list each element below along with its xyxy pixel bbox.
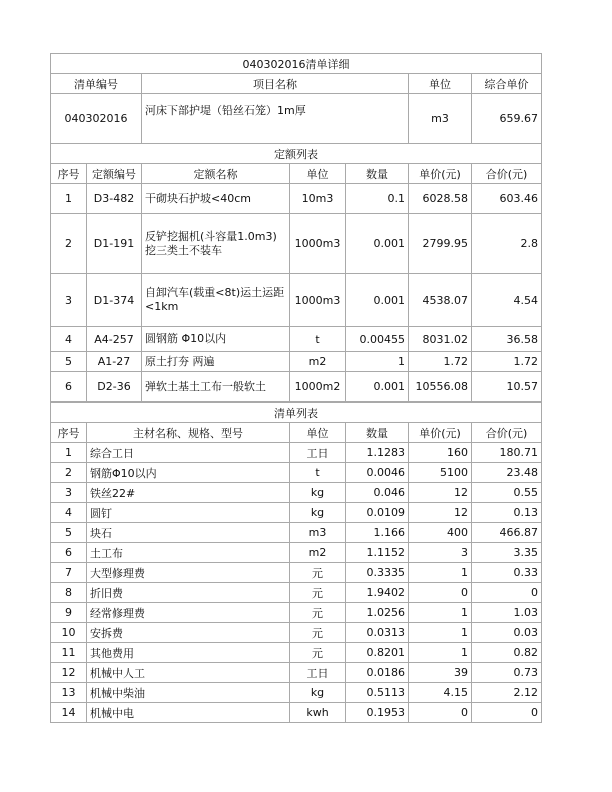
bill-col-no: 序号 bbox=[51, 423, 87, 443]
bill-name: 安拆费 bbox=[87, 623, 290, 643]
bill-row bbox=[51, 443, 542, 463]
bill-price: 1 bbox=[409, 603, 472, 623]
bill-qty: 0.046 bbox=[346, 483, 409, 503]
quota-row bbox=[51, 352, 542, 372]
bill-no: 10 bbox=[51, 623, 87, 643]
quota-unit: 1000m3 bbox=[290, 214, 346, 274]
bill-no: 12 bbox=[51, 663, 87, 683]
bill-no: 1 bbox=[51, 443, 87, 463]
bill-total: 180.71 bbox=[472, 443, 542, 463]
bill-no: 2 bbox=[51, 463, 87, 483]
quota-no: 3 bbox=[51, 274, 87, 327]
bill-name: 机械中电 bbox=[87, 703, 290, 723]
quota-section-title: 定额列表 bbox=[51, 144, 542, 164]
quota-col-code: 定额编号 bbox=[87, 164, 142, 184]
bill-total: 466.87 bbox=[472, 523, 542, 543]
quota-name: 圆钢筋 Φ10以内 bbox=[142, 327, 290, 352]
bill-price: 400 bbox=[409, 523, 472, 543]
bill-price: 0 bbox=[409, 703, 472, 723]
bill-col-unit: 单位 bbox=[290, 423, 346, 443]
bill-no: 14 bbox=[51, 703, 87, 723]
quota-code: D1-191 bbox=[87, 214, 142, 274]
header-label-unit: 单位 bbox=[409, 74, 472, 94]
bill-no: 4 bbox=[51, 503, 87, 523]
bill-name: 大型修理费 bbox=[87, 563, 290, 583]
bill-row bbox=[51, 623, 542, 643]
bill-name: 经常修理费 bbox=[87, 603, 290, 623]
quota-row bbox=[51, 214, 542, 274]
bill-unit: m3 bbox=[290, 523, 346, 543]
quota-total: 603.46 bbox=[472, 184, 542, 214]
quota-price: 4538.07 bbox=[409, 274, 472, 327]
quota-total: 36.58 bbox=[472, 327, 542, 352]
bill-qty: 0.0046 bbox=[346, 463, 409, 483]
quota-code: D1-374 bbox=[87, 274, 142, 327]
bill-unit: kg bbox=[290, 483, 346, 503]
bill-row bbox=[51, 523, 542, 543]
quota-unit: 1000m3 bbox=[290, 274, 346, 327]
bill-row bbox=[51, 483, 542, 503]
bill-total: 0.82 bbox=[472, 643, 542, 663]
bill-unit: m3 bbox=[409, 94, 472, 144]
material-list-table bbox=[50, 402, 542, 723]
quota-name: 弹软土基土工布一般软土 bbox=[142, 372, 290, 402]
quota-name: 原土打夯 两遍 bbox=[142, 352, 290, 372]
bill-row bbox=[51, 503, 542, 523]
quota-unit: 1000m2 bbox=[290, 372, 346, 402]
bill-unit: kg bbox=[290, 503, 346, 523]
quota-no: 1 bbox=[51, 184, 87, 214]
bill-price: 1 bbox=[409, 563, 472, 583]
bill-row bbox=[51, 683, 542, 703]
bill-row bbox=[51, 543, 542, 563]
quota-name: 反铲挖掘机(斗容量1.0m3) 挖三类土不装车 bbox=[142, 214, 290, 274]
bill-total: 0 bbox=[472, 703, 542, 723]
quota-col-price: 单价(元) bbox=[409, 164, 472, 184]
quota-unit: m2 bbox=[290, 352, 346, 372]
bill-price: 4.15 bbox=[409, 683, 472, 703]
quota-price: 10556.08 bbox=[409, 372, 472, 402]
bill-qty: 0.0109 bbox=[346, 503, 409, 523]
bill-qty: 1.1283 bbox=[346, 443, 409, 463]
quota-qty: 0.001 bbox=[346, 274, 409, 327]
quota-col-total: 合价(元) bbox=[472, 164, 542, 184]
bill-row bbox=[51, 703, 542, 723]
bill-no: 7 bbox=[51, 563, 87, 583]
header-label-name: 项目名称 bbox=[142, 74, 409, 94]
bill-name: 机械中柴油 bbox=[87, 683, 290, 703]
quota-qty: 0.00455 bbox=[346, 327, 409, 352]
quota-row bbox=[51, 184, 542, 214]
bill-row bbox=[51, 643, 542, 663]
bill-total: 3.35 bbox=[472, 543, 542, 563]
quota-qty: 0.1 bbox=[346, 184, 409, 214]
quota-header-row bbox=[51, 164, 542, 184]
bill-qty: 0.5113 bbox=[346, 683, 409, 703]
bill-total: 0.13 bbox=[472, 503, 542, 523]
bill-total: 0 bbox=[472, 583, 542, 603]
bill-row bbox=[51, 603, 542, 623]
header-label-code: 清单编号 bbox=[51, 74, 142, 94]
quota-row bbox=[51, 274, 542, 327]
bill-item-name: 河床下部护堤（铅丝石笼）1m厚 bbox=[142, 94, 409, 144]
quota-qty: 0.001 bbox=[346, 214, 409, 274]
quota-total: 2.8 bbox=[472, 214, 542, 274]
quota-price: 1.72 bbox=[409, 352, 472, 372]
bill-name: 土工布 bbox=[87, 543, 290, 563]
quota-row bbox=[51, 327, 542, 352]
bill-name: 机械中人工 bbox=[87, 663, 290, 683]
bill-row bbox=[51, 663, 542, 683]
bill-no: 11 bbox=[51, 643, 87, 663]
bill-unit: 元 bbox=[290, 583, 346, 603]
quota-code: D3-482 bbox=[87, 184, 142, 214]
bill-name: 铁丝22# bbox=[87, 483, 290, 503]
quota-unit: 10m3 bbox=[290, 184, 346, 214]
bill-unit: 工日 bbox=[290, 663, 346, 683]
bill-qty: 0.1953 bbox=[346, 703, 409, 723]
bill-qty: 0.3335 bbox=[346, 563, 409, 583]
bill-row bbox=[51, 563, 542, 583]
quota-code: A1-27 bbox=[87, 352, 142, 372]
bill-code: 040302016 bbox=[51, 94, 142, 144]
bill-qty: 0.8201 bbox=[346, 643, 409, 663]
bill-detail-table bbox=[50, 53, 542, 402]
bill-no: 13 bbox=[51, 683, 87, 703]
bill-name: 综合工日 bbox=[87, 443, 290, 463]
quota-total: 10.57 bbox=[472, 372, 542, 402]
quota-no: 4 bbox=[51, 327, 87, 352]
bill-row bbox=[51, 583, 542, 603]
quota-col-qty: 数量 bbox=[346, 164, 409, 184]
bill-qty: 1.166 bbox=[346, 523, 409, 543]
bill-price: 12 bbox=[409, 503, 472, 523]
bill-unit: 元 bbox=[290, 623, 346, 643]
bill-total: 0.33 bbox=[472, 563, 542, 583]
bill-col-name: 主材名称、规格、型号 bbox=[87, 423, 290, 443]
bill-col-price: 单价(元) bbox=[409, 423, 472, 443]
bill-total: 23.48 bbox=[472, 463, 542, 483]
bill-total: 0.73 bbox=[472, 663, 542, 683]
bill-unit: 元 bbox=[290, 563, 346, 583]
bill-price: 12 bbox=[409, 483, 472, 503]
quota-name: 自卸汽车(载重<8t)运土运距<1km bbox=[142, 274, 290, 327]
quota-col-name: 定额名称 bbox=[142, 164, 290, 184]
bill-name: 块石 bbox=[87, 523, 290, 543]
bill-price: 3 bbox=[409, 543, 472, 563]
bill-name: 圆钉 bbox=[87, 503, 290, 523]
bill-price: 1 bbox=[409, 643, 472, 663]
bill-no: 8 bbox=[51, 583, 87, 603]
bill-no: 3 bbox=[51, 483, 87, 503]
bill-qty: 1.9402 bbox=[346, 583, 409, 603]
bill-price: 39 bbox=[409, 663, 472, 683]
bill-no: 9 bbox=[51, 603, 87, 623]
quota-no: 2 bbox=[51, 214, 87, 274]
bill-name: 折旧费 bbox=[87, 583, 290, 603]
quota-total: 1.72 bbox=[472, 352, 542, 372]
quota-code: D2-36 bbox=[87, 372, 142, 402]
quota-unit: t bbox=[290, 327, 346, 352]
bill-price: 0 bbox=[409, 583, 472, 603]
page-title: 040302016清单详细 bbox=[51, 54, 542, 74]
bill-name: 钢筋Φ10以内 bbox=[87, 463, 290, 483]
bill-row bbox=[51, 463, 542, 483]
quota-qty: 1 bbox=[346, 352, 409, 372]
bill-no: 5 bbox=[51, 523, 87, 543]
quota-price: 6028.58 bbox=[409, 184, 472, 214]
quota-qty: 0.001 bbox=[346, 372, 409, 402]
quota-name: 干砌块石护坡<40cm bbox=[142, 184, 290, 214]
header-label-price: 综合单价 bbox=[472, 74, 542, 94]
quota-no: 6 bbox=[51, 372, 87, 402]
bill-qty: 0.0313 bbox=[346, 623, 409, 643]
bill-qty: 0.0186 bbox=[346, 663, 409, 683]
bill-total: 1.03 bbox=[472, 603, 542, 623]
bill-price: 160 bbox=[409, 443, 472, 463]
bill-header-row bbox=[51, 423, 542, 443]
bill-unit: kwh bbox=[290, 703, 346, 723]
quota-row bbox=[51, 372, 542, 402]
bill-price: 659.67 bbox=[472, 94, 542, 144]
quota-col-no: 序号 bbox=[51, 164, 87, 184]
bill-col-total: 合价(元) bbox=[472, 423, 542, 443]
bill-unit: 元 bbox=[290, 603, 346, 623]
quota-price: 8031.02 bbox=[409, 327, 472, 352]
quota-col-unit: 单位 bbox=[290, 164, 346, 184]
bill-unit: kg bbox=[290, 683, 346, 703]
bill-unit: t bbox=[290, 463, 346, 483]
quota-total: 4.54 bbox=[472, 274, 542, 327]
bill-section-title: 清单列表 bbox=[51, 403, 542, 423]
bill-qty: 1.0256 bbox=[346, 603, 409, 623]
bill-total: 2.12 bbox=[472, 683, 542, 703]
bill-total: 0.55 bbox=[472, 483, 542, 503]
bill-name: 其他费用 bbox=[87, 643, 290, 663]
quota-no: 5 bbox=[51, 352, 87, 372]
bill-unit: m2 bbox=[290, 543, 346, 563]
bill-price: 1 bbox=[409, 623, 472, 643]
bill-qty: 1.1152 bbox=[346, 543, 409, 563]
bill-col-qty: 数量 bbox=[346, 423, 409, 443]
bill-price: 5100 bbox=[409, 463, 472, 483]
bill-no: 6 bbox=[51, 543, 87, 563]
bill-unit: 工日 bbox=[290, 443, 346, 463]
bill-total: 0.03 bbox=[472, 623, 542, 643]
quota-code: A4-257 bbox=[87, 327, 142, 352]
quota-price: 2799.95 bbox=[409, 214, 472, 274]
bill-unit: 元 bbox=[290, 643, 346, 663]
